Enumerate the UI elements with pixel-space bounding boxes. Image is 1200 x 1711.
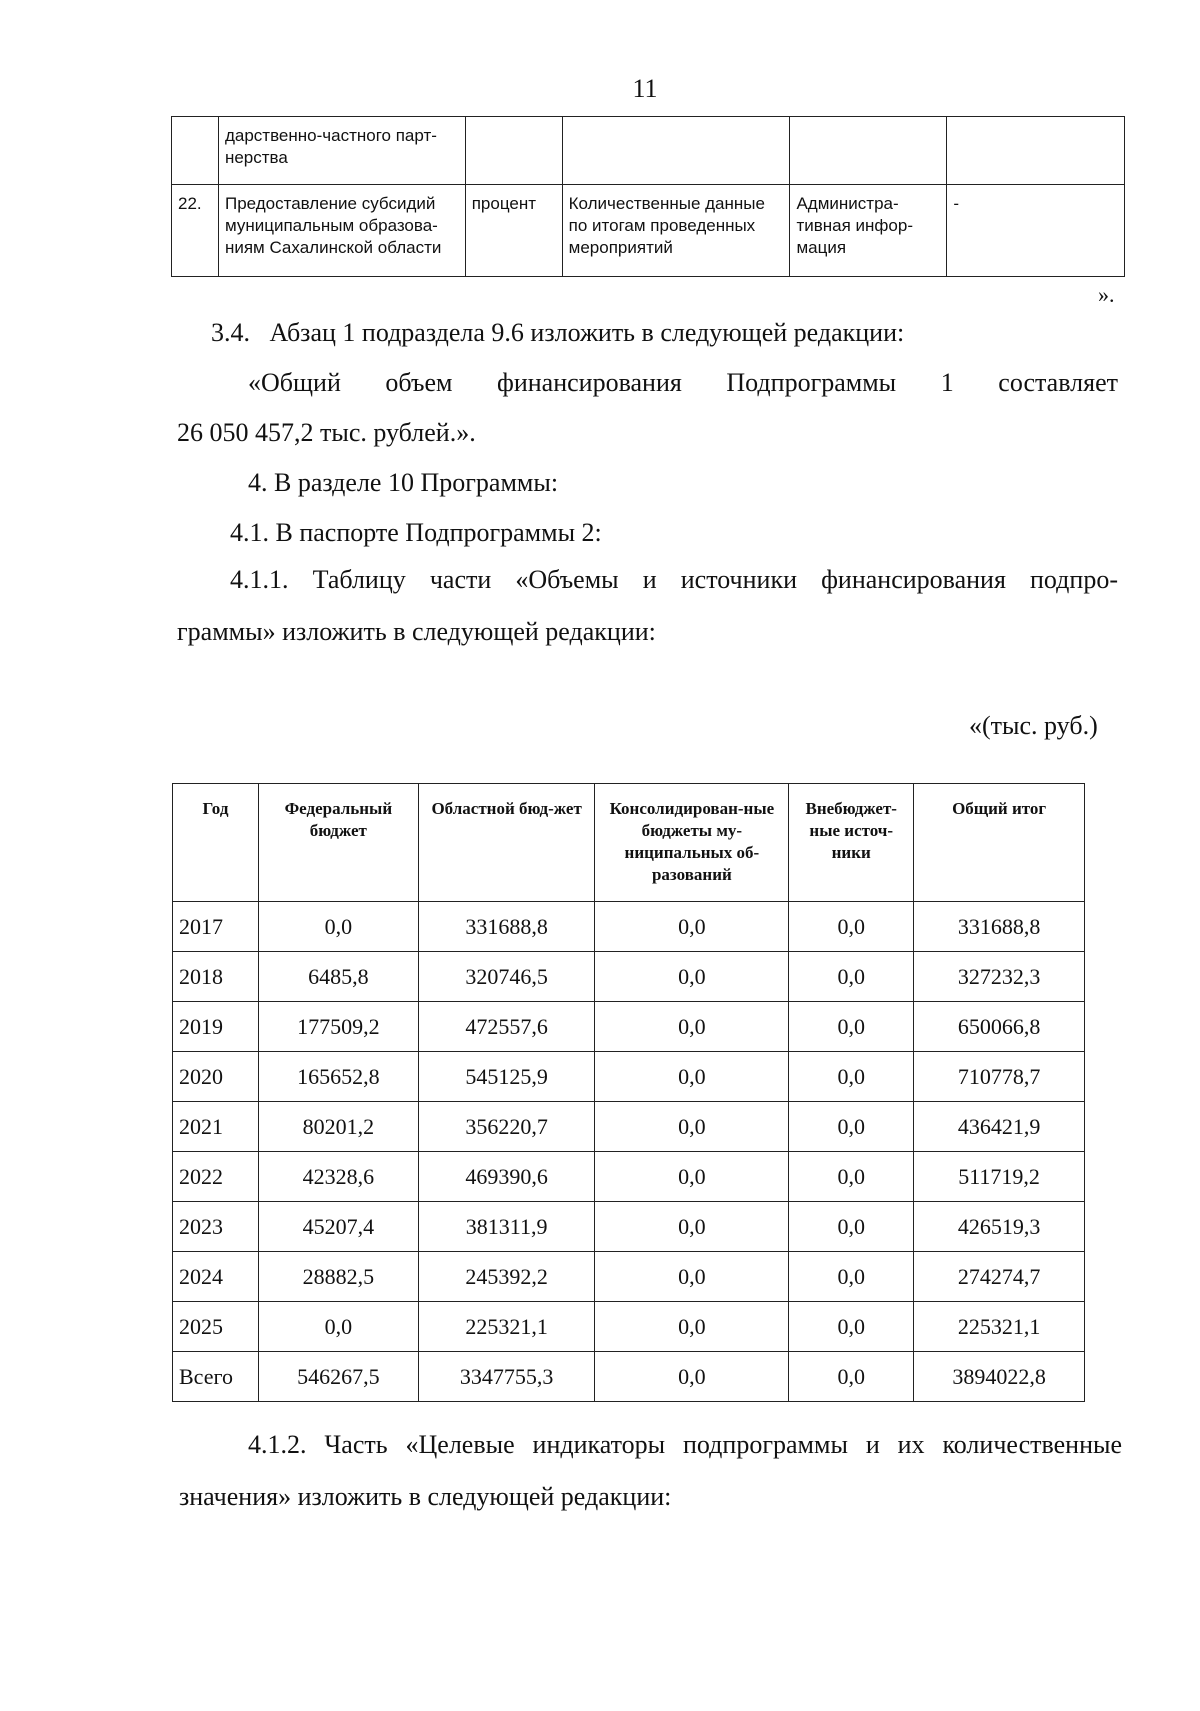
municipal-cell: 0,0 xyxy=(595,1052,789,1102)
federal-cell: 28882,5 xyxy=(258,1252,418,1302)
regional-cell: 545125,9 xyxy=(418,1052,595,1102)
note-cell: - xyxy=(947,185,1125,277)
extrabudgetary-cell: 0,0 xyxy=(789,902,914,952)
total-cell: 331688,8 xyxy=(914,902,1085,952)
federal-cell: 177509,2 xyxy=(258,1002,418,1052)
header-total: Общий итог xyxy=(914,784,1085,902)
extrabudgetary-cell: 0,0 xyxy=(789,1352,914,1402)
table-row xyxy=(172,117,1125,185)
indicators-continuation-table xyxy=(171,116,1125,277)
source-cell: Администра-тивная инфор-мация xyxy=(790,185,947,277)
row-number: 22. xyxy=(172,185,219,277)
paragraph-4-1-1-line1: 4.1.1. Таблицу части «Объемы и источники финансирования подпро- xyxy=(230,565,1118,594)
total-cell: 327232,3 xyxy=(914,952,1085,1002)
federal-cell: 42328,6 xyxy=(258,1152,418,1202)
table-row xyxy=(173,902,1085,952)
municipal-cell: 0,0 xyxy=(595,1352,789,1402)
extrabudgetary-cell: 0,0 xyxy=(789,1302,914,1352)
federal-cell: 80201,2 xyxy=(258,1102,418,1152)
federal-cell: 0,0 xyxy=(258,1302,418,1352)
regional-cell: 3347755,3 xyxy=(418,1352,595,1402)
municipal-cell: 0,0 xyxy=(595,1002,789,1052)
regional-cell: 331688,8 xyxy=(418,902,595,952)
table-row xyxy=(173,1202,1085,1252)
table-row xyxy=(173,1102,1085,1152)
extrabudgetary-cell: 0,0 xyxy=(789,952,914,1002)
header-regional: Областной бюд-жет xyxy=(418,784,595,902)
table-row xyxy=(173,952,1085,1002)
header-extrabudgetary: Внебюджет-ные источ-ники xyxy=(789,784,914,902)
municipal-cell: 0,0 xyxy=(595,1102,789,1152)
extrabudgetary-cell: 0,0 xyxy=(789,1152,914,1202)
financing-table xyxy=(172,783,1085,1402)
regional-cell: 245392,2 xyxy=(418,1252,595,1302)
paragraph-4: 4. В разделе 10 Программы: xyxy=(248,468,559,497)
regional-cell: 472557,6 xyxy=(418,1002,595,1052)
paragraph-3-4-quote-line2: 26 050 457,2 тыс. рублей.». xyxy=(177,418,476,447)
paragraph-3-4: 3.4. Абзац 1 подраздела 9.6 изложить в следующей редакции: xyxy=(211,318,905,347)
indicator-name: дарственно-частного парт-нерства xyxy=(218,117,465,185)
total-cell: 650066,8 xyxy=(914,1002,1085,1052)
municipal-cell: 0,0 xyxy=(595,1252,789,1302)
federal-cell: 0,0 xyxy=(258,902,418,952)
paragraph-4-1-2-line2: значения» изложить в следующей редакции: xyxy=(179,1482,672,1511)
indicator-name: Предоставление субсидий муниципальным образова-ниям Сахалинской области xyxy=(218,185,465,277)
header-federal: Федеральный бюджет xyxy=(258,784,418,902)
total-cell: 274274,7 xyxy=(914,1252,1085,1302)
federal-cell: 6485,8 xyxy=(258,952,418,1002)
table-row xyxy=(172,185,1125,277)
paragraph-4-1: 4.1. В паспорте Подпрограммы 2: xyxy=(230,518,602,547)
row-number xyxy=(172,117,219,185)
table-row xyxy=(173,1352,1085,1402)
paragraph-4-1-2-line1: 4.1.2. Часть «Целевые индикаторы подпрограммы и их количественные xyxy=(248,1430,1122,1459)
regional-cell: 356220,7 xyxy=(418,1102,595,1152)
year-cell: Всего xyxy=(173,1352,259,1402)
data-cell: Количественные данные по итогам проведенных мероприятий xyxy=(562,185,790,277)
year-cell: 2025 xyxy=(173,1302,259,1352)
municipal-cell: 0,0 xyxy=(595,1302,789,1352)
table-row xyxy=(173,1152,1085,1202)
table-row xyxy=(173,1052,1085,1102)
municipal-cell: 0,0 xyxy=(595,902,789,952)
note-cell xyxy=(947,117,1125,185)
extrabudgetary-cell: 0,0 xyxy=(789,1252,914,1302)
total-cell: 225321,1 xyxy=(914,1302,1085,1352)
regional-cell: 381311,9 xyxy=(418,1202,595,1252)
total-cell: 426519,3 xyxy=(914,1202,1085,1252)
paragraph-4-1-1-line2: граммы» изложить в следующей редакции: xyxy=(177,617,656,646)
federal-cell: 546267,5 xyxy=(258,1352,418,1402)
data-cell xyxy=(562,117,790,185)
unit-note: «(тыс. руб.) xyxy=(969,711,1098,740)
unit-cell xyxy=(465,117,562,185)
table-row xyxy=(173,1302,1085,1352)
page-number: 11 xyxy=(632,74,658,103)
table-row xyxy=(173,1002,1085,1052)
total-cell: 710778,7 xyxy=(914,1052,1085,1102)
total-cell: 3894022,8 xyxy=(914,1352,1085,1402)
year-cell: 2023 xyxy=(173,1202,259,1252)
extrabudgetary-cell: 0,0 xyxy=(789,1202,914,1252)
extrabudgetary-cell: 0,0 xyxy=(789,1052,914,1102)
extrabudgetary-cell: 0,0 xyxy=(789,1002,914,1052)
federal-cell: 45207,4 xyxy=(258,1202,418,1252)
municipal-cell: 0,0 xyxy=(595,952,789,1002)
municipal-cell: 0,0 xyxy=(595,1152,789,1202)
unit-cell: процент xyxy=(465,185,562,277)
header-year: Год xyxy=(173,784,259,902)
year-cell: 2021 xyxy=(173,1102,259,1152)
year-cell: 2020 xyxy=(173,1052,259,1102)
year-cell: 2017 xyxy=(173,902,259,952)
source-cell xyxy=(790,117,947,185)
federal-cell: 165652,8 xyxy=(258,1052,418,1102)
municipal-cell: 0,0 xyxy=(595,1202,789,1252)
total-cell: 511719,2 xyxy=(914,1152,1085,1202)
closing-quote: ». xyxy=(1098,282,1115,307)
paragraph-3-4-quote-line1: «Общий объем финансирования Подпрограммы 1 составляет xyxy=(248,368,1118,397)
year-cell: 2019 xyxy=(173,1002,259,1052)
regional-cell: 469390,6 xyxy=(418,1152,595,1202)
year-cell: 2024 xyxy=(173,1252,259,1302)
table-header-row xyxy=(173,784,1085,902)
regional-cell: 225321,1 xyxy=(418,1302,595,1352)
year-cell: 2018 xyxy=(173,952,259,1002)
total-cell: 436421,9 xyxy=(914,1102,1085,1152)
regional-cell: 320746,5 xyxy=(418,952,595,1002)
year-cell: 2022 xyxy=(173,1152,259,1202)
table-row xyxy=(173,1252,1085,1302)
header-municipal: Консолидирован-ные бюджеты му-ниципальных об-разований xyxy=(595,784,789,902)
extrabudgetary-cell: 0,0 xyxy=(789,1102,914,1152)
